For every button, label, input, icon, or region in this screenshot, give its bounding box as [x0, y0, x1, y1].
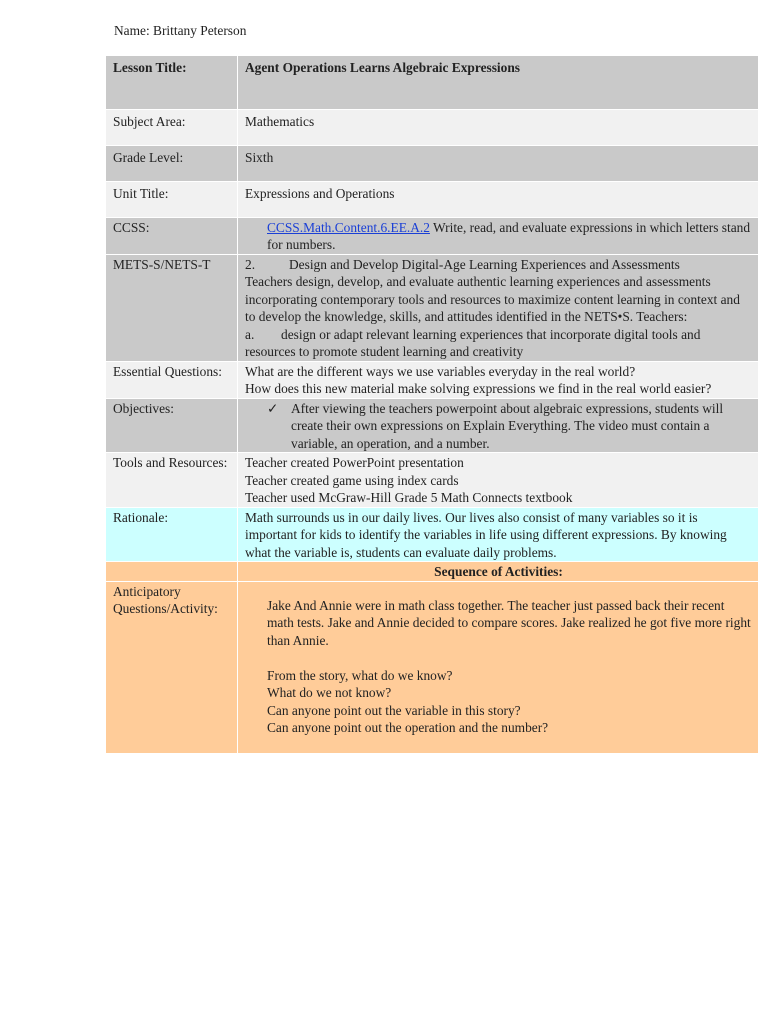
anticipatory-question-3: Can anyone point out the variable in this story?: [267, 702, 521, 718]
grade-level-label: Grade Level:: [106, 145, 238, 181]
ccss-description: Write, read, and evaluate expressions in which letters stand for numbers.: [267, 219, 751, 252]
ccss-standard-link[interactable]: CCSS.Math.Content.6.EE.A.2: [267, 219, 430, 235]
rationale-value: Math surrounds us in our daily lives. Our lives also consist of many variables so it is important for kids to identify the variables in life using different expressions. By knowing what the variable is, students can evaluate daily problems.: [238, 507, 759, 562]
anticipatory-question-1: From the story, what do we know?: [267, 667, 453, 683]
grade-level-value: Sixth: [238, 145, 759, 181]
sequence-heading: Sequence of Activities:: [238, 562, 759, 582]
anticipatory-value: [238, 581, 759, 753]
row-lesson-title: [106, 56, 759, 109]
objectives-label: Objectives:: [106, 398, 238, 453]
sequence-label-empty: [106, 562, 238, 582]
objective-text: After viewing the teachers powerpoint about algebraic expressions, students will create their own expressions on Explain Everything. The video must contain a variable, an operation, and a number.: [291, 400, 724, 451]
nets-label: METS-S/NETS-T: [106, 254, 238, 361]
subject-area-value: Mathematics: [238, 109, 759, 145]
student-name: Name: Brittany Peterson: [114, 23, 247, 38]
row-ccss: [106, 217, 759, 254]
unit-title-label: Unit Title:: [106, 181, 238, 217]
row-nets: [106, 254, 759, 361]
nets-number: 2.: [245, 256, 256, 272]
checkmark-icon: ✓: [267, 400, 279, 416]
nets-body: Teachers design, develop, and evaluate authentic learning experiences and assessments incorporating contemporary tools and resources to maximize content learning in context and to develop the knowledge, skills, and attitudes identified in the NETS•S. Teachers:: [245, 274, 740, 324]
essential-question-2: How does this new material make solving expressions we find in the real world easier?: [245, 381, 712, 396]
tools-resources-value: [238, 453, 759, 508]
anticipatory-question-4: Can anyone point out the operation and the number?: [267, 720, 549, 735]
anticipatory-story: Jake And Annie were in math class together. The teacher just passed back their recent math tests. Jake and Annie decided to compare scores. Jake realized he got five more right than Annie.: [267, 597, 751, 648]
row-subject-area: [106, 109, 759, 145]
rationale-label: Rationale:: [106, 507, 238, 562]
essential-question-1: What are the different ways we use variables everyday in the real world?: [245, 363, 636, 379]
tools-resources-label: Tools and Resources:: [106, 453, 238, 508]
tool-item-3: Teacher used McGraw-Hill Grade 5 Math Connects textbook: [245, 490, 573, 505]
anticipatory-question-2: What do we not know?: [267, 685, 392, 700]
essential-questions-label: Essential Questions:: [106, 361, 238, 398]
lesson-title-value: Agent Operations Learns Algebraic Expressions: [238, 56, 759, 109]
tool-item-1: Teacher created PowerPoint presentation: [245, 455, 464, 470]
spacer: [267, 649, 752, 667]
unit-title-value: Expressions and Operations: [238, 181, 759, 217]
row-objectives: [106, 398, 759, 453]
tool-item-2: Teacher created game using index cards: [245, 472, 459, 488]
row-grade-level: [106, 145, 759, 181]
ccss-value: [238, 217, 759, 254]
row-essential-questions: [106, 361, 759, 398]
row-rationale: [106, 507, 759, 562]
row-tools-resources: [106, 453, 759, 508]
essential-questions-value: [238, 361, 759, 398]
nets-heading: Design and Develop Digital-Age Learning Experiences and Assessments: [289, 256, 680, 272]
row-sequence-heading: [106, 562, 759, 582]
lesson-plan-table: [106, 56, 759, 754]
row-anticipatory: [106, 581, 759, 753]
subject-area-label: Subject Area:: [106, 109, 238, 145]
lesson-title-label: Lesson Title:: [106, 56, 238, 109]
row-unit-title: [106, 181, 759, 217]
nets-value: [238, 254, 759, 361]
anticipatory-label: Anticipatory Questions/Activity:: [106, 581, 238, 753]
objectives-value: [238, 398, 759, 453]
nets-sub-number: a.: [245, 326, 255, 342]
ccss-label: CCSS:: [106, 217, 238, 254]
nets-sub-item: design or adapt relevant learning experiences that incorporate digital tools and resources to promote student learning and creativity: [245, 326, 701, 359]
